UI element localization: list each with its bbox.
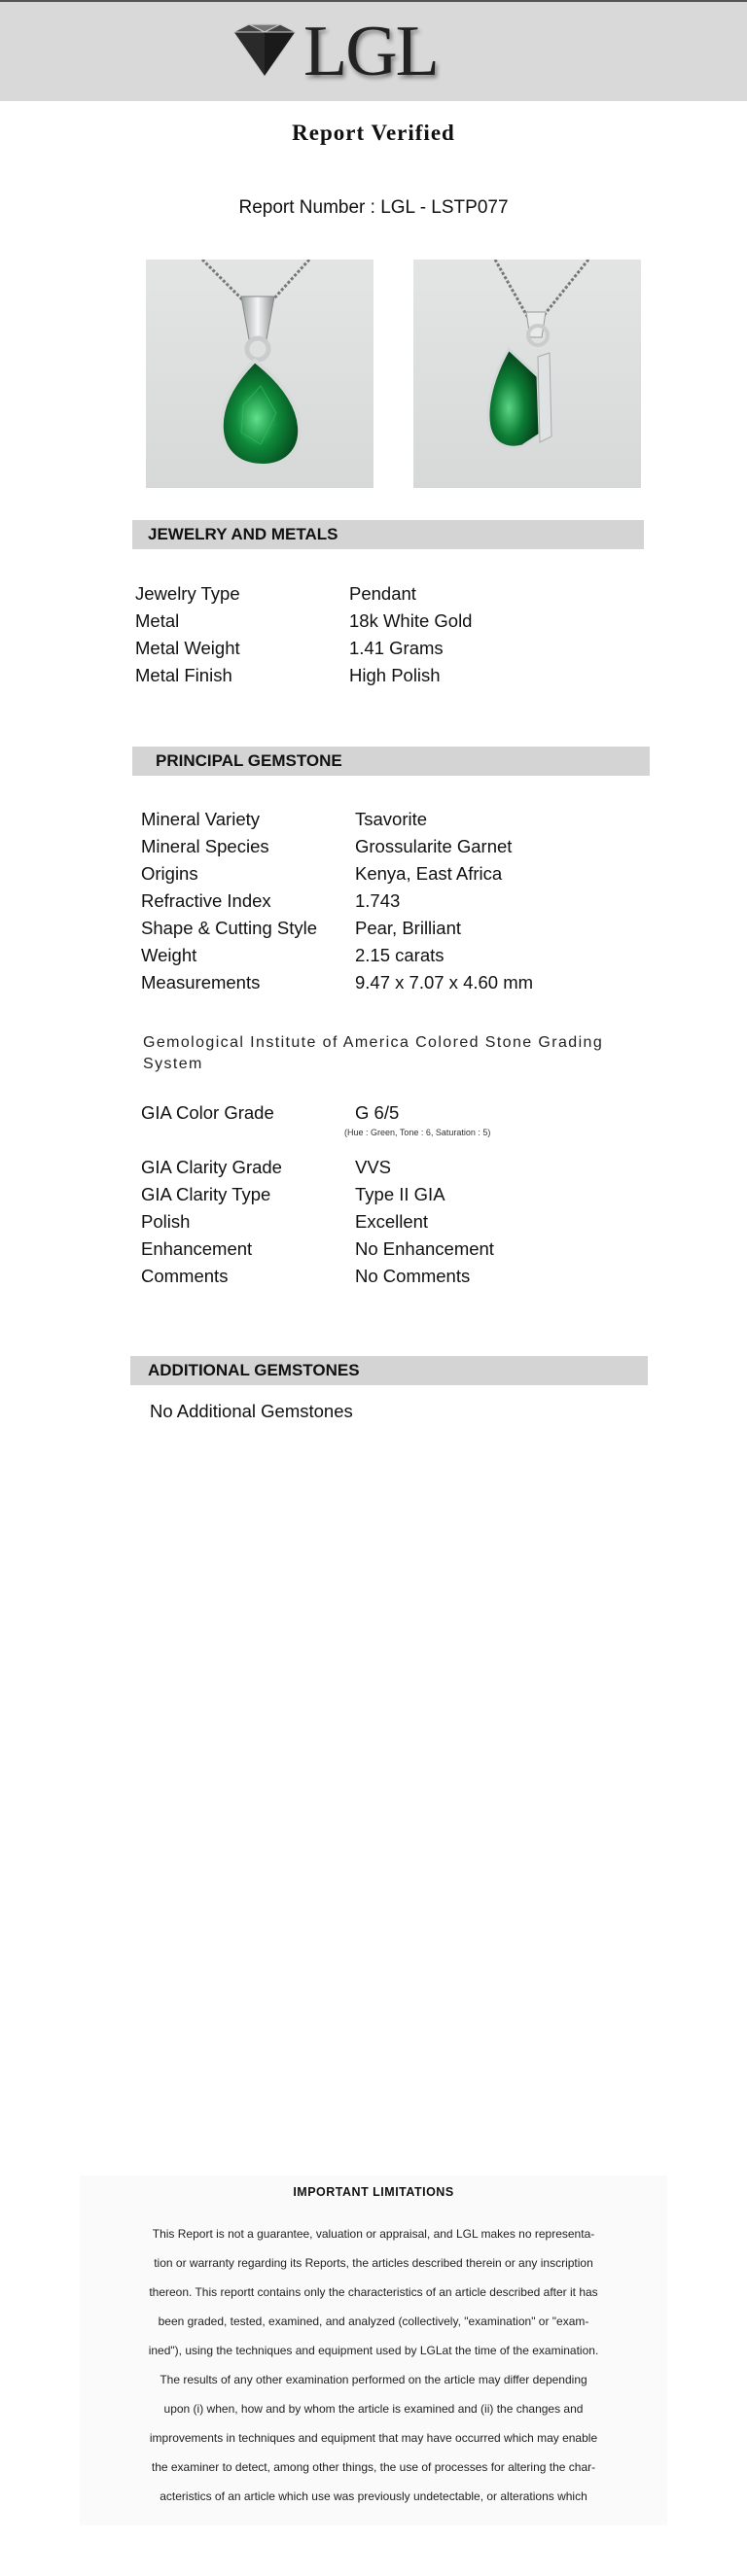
row-label: Polish — [141, 1211, 191, 1232]
row-label: Weight — [141, 945, 197, 965]
limitations-line: tion or warranty regarding its Reports, the articles described therein or any inscription — [154, 2256, 593, 2270]
row-value: G 6/5 — [355, 1102, 400, 1123]
row-label: Comments — [141, 1266, 229, 1286]
gemstone-section-header: PRINCIPAL GEMSTONE — [132, 747, 650, 776]
limitations-line: the examiner to detect, among other things, the use of processes for altering the char- — [151, 2460, 596, 2474]
pendant-side-photo — [413, 260, 641, 488]
logo-wordmark: LGL — [303, 12, 438, 91]
gia-heading-line: Gemological Institute of America Colored Stone Grading — [143, 1034, 604, 1051]
row-value: Tsavorite — [355, 809, 428, 829]
row-value: Excellent — [355, 1211, 429, 1232]
color-grade-note: (Hue : Green, Tone : 6, Saturation : 5) — [344, 1128, 491, 1137]
limitations-line: ined"), using the techniques and equipment used by LGLat the time of the examination. — [148, 2344, 599, 2357]
row-value: Kenya, East Africa — [355, 863, 503, 884]
row-value: Type II GIA — [355, 1184, 445, 1204]
jewelry-section-header: JEWELRY AND METALS — [132, 520, 644, 549]
limitations-line: The results of any other examination performed on the article may differ depending — [160, 2373, 587, 2386]
row-value: Pendant — [349, 583, 416, 604]
row-label: Mineral Species — [141, 836, 269, 856]
row-value: No Comments — [355, 1266, 471, 1286]
row-label: GIA Color Grade — [141, 1102, 274, 1123]
row-value: 2.15 carats — [355, 945, 445, 965]
limitations-line: This Report is not a guarantee, valuation or appraisal, and LGL makes no representa- — [152, 2227, 595, 2241]
limitations-line: improvements in techniques and equipment that may have occurred which may enable — [149, 2431, 598, 2445]
row-value: No Enhancement — [355, 1238, 494, 1259]
additional-section-header: ADDITIONAL GEMSTONES — [130, 1356, 648, 1385]
row-label: Origins — [141, 863, 198, 884]
row-label: GIA Clarity Grade — [141, 1157, 282, 1177]
report-number: Report Number : LGL - LSTP077 — [238, 197, 509, 218]
row-label: Metal — [135, 610, 180, 631]
row-label: Shape & Cutting Style — [141, 918, 317, 938]
row-label: Measurements — [141, 972, 261, 992]
row-label: GIA Clarity Type — [141, 1184, 271, 1204]
row-value: No Additional Gemstones — [150, 1401, 353, 1421]
row-label: Mineral Variety — [141, 809, 261, 829]
row-value: 1.41 Grams — [349, 638, 444, 658]
pendant-front-photo — [146, 260, 374, 488]
limitations-line: acteristics of an article which use was previously undetectable, or alterations which — [160, 2489, 587, 2503]
row-value: 18k White Gold — [349, 610, 473, 631]
row-value: High Polish — [349, 665, 441, 685]
row-label: Metal Weight — [135, 638, 240, 658]
row-label: Refractive Index — [141, 890, 271, 911]
limitations-line: thereon. This reportt contains only the characteristics of an article described after it has — [149, 2285, 598, 2299]
diamond-logo-icon — [226, 22, 303, 81]
limitations-line: been graded, tested, examined, and analyzed (collectively, "examination" or "exam- — [158, 2315, 589, 2328]
row-value: Grossularite Garnet — [355, 836, 513, 856]
row-value: 9.47 x 7.07 x 4.60 mm — [355, 972, 534, 992]
lgl-logo — [226, 12, 438, 91]
row-value: Pear, Brilliant — [355, 918, 461, 938]
row-label: Metal Finish — [135, 665, 232, 685]
limitations-heading: IMPORTANT LIMITATIONS — [293, 2185, 454, 2199]
row-value: VVS — [355, 1157, 392, 1177]
page-title: Report Verified — [292, 121, 455, 145]
row-label: Jewelry Type — [135, 583, 240, 604]
gia-heading-line: System — [143, 1056, 203, 1072]
header-bar — [0, 0, 747, 101]
limitations-line: upon (i) when, how and by whom the article is examined and (ii) the changes and — [163, 2402, 584, 2416]
row-value: 1.743 — [355, 890, 401, 911]
gia-grading-heading — [143, 1032, 610, 1075]
row-label: Enhancement — [141, 1238, 253, 1259]
